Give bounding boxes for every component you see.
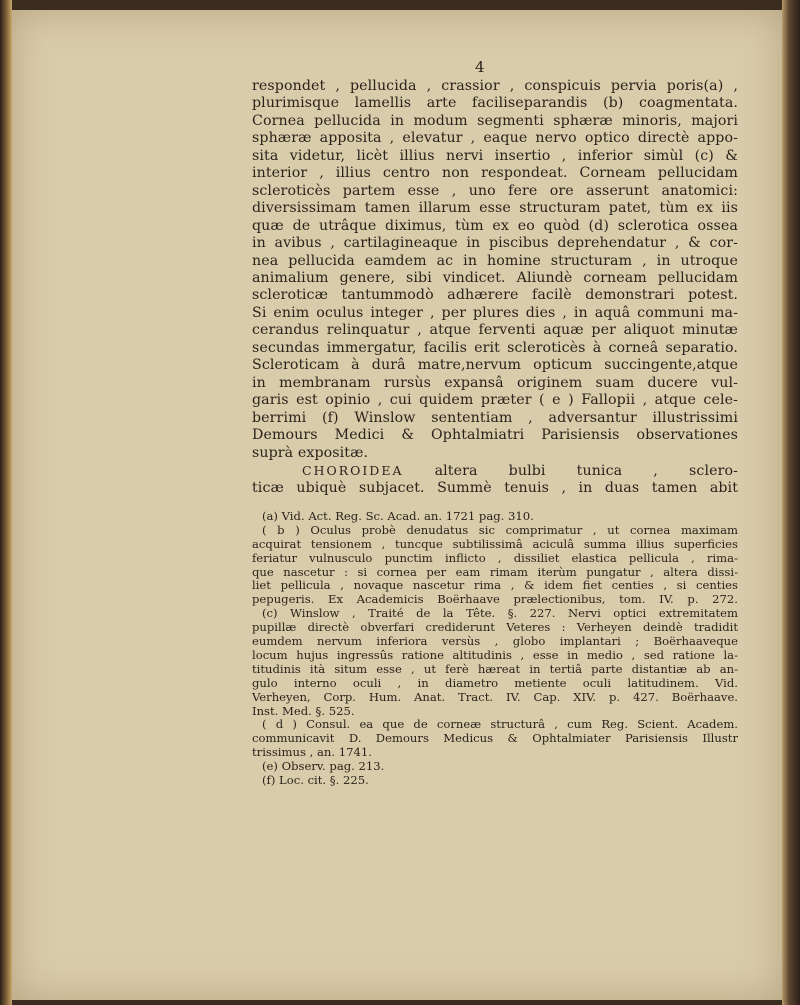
body-line: sita videtur, licèt illius nervi insertio , inferior simùl (c) & xyxy=(252,147,738,164)
footnote-line: (c) Winslow , Traité de la Tête. §. 227. Nervi optici extremitatem xyxy=(262,607,738,621)
body-line: garis est opinio , cui quidem præter ( e ) Fallopii , atque cele- xyxy=(252,392,738,409)
body-line: secundas immergatur, facilis erit scleroticès à corneâ separatio. xyxy=(252,339,738,356)
footnote-line: acquirat tensionem , tuncque subtilissimâ aciculâ summa illius superficies xyxy=(252,537,738,551)
footnote-line: pepugeris. Ex Academicis Boërhaave prælectionibus, tom. IV. p. 272. xyxy=(252,593,738,607)
choroidea-word: CHOROIDEA xyxy=(302,462,404,478)
body-line: in membranam rursùs expansâ originem suam ducere vul- xyxy=(252,374,738,391)
body-line: berrimi (f) Winslow sententiam , adversantur illustrissimi xyxy=(252,409,738,426)
body-line: cerandus relinquatur , atque ferventi aquæ per aliquot minutæ xyxy=(252,322,738,339)
footnotes xyxy=(252,510,738,788)
footnote-line: titudinis ità situm esse , ut ferè hæreat in tertiâ parte distantiæ ab an- xyxy=(252,662,738,676)
body-line: sphæræ apposita , elevatur , eaque nervo optico directè appo- xyxy=(252,130,738,147)
body-line: suprà expositæ. xyxy=(252,444,369,461)
body-line: quæ de utrâque diximus, tùm ex eo quòd (d) sclerotica ossea xyxy=(252,217,738,234)
book-page-edge-right xyxy=(782,0,800,1005)
footnote-line: (e) Observ. pag. 213. xyxy=(262,760,385,774)
footnote-line: feriatur vulnusculo punctim inflicto , dissiliet elastica pellicula , rima- xyxy=(252,551,738,565)
body-line: Scleroticam à durâ matre,nervum opticum succingente,atque xyxy=(252,357,738,374)
body-line: animalium genere, sibi vindicet. Aliundè corneam pellucidam xyxy=(252,269,738,286)
body-line: diversissimam tamen illarum esse structuram patet, tùm ex iis xyxy=(252,200,738,217)
footnote-line: (a) Vid. Act. Reg. Sc. Acad. an. 1721 pag. 310. xyxy=(262,509,534,523)
body-line: Cornea pellucida in modum segmenti sphæræ minoris, majori xyxy=(252,112,738,129)
footnote-line: pupillæ directè obverfari crediderunt Veteres : Verheyen deindè tradidit xyxy=(252,621,738,635)
book-binding-left xyxy=(0,0,12,1005)
body-line: in avibus , cartilagineaque in piscibus deprehendatur , & cor- xyxy=(252,235,738,252)
footnote-line: locum hujus ingressûs ratione altitudinis , esse in medio , sed ratione la- xyxy=(252,648,738,662)
footnote-line: ( b ) Oculus probè denudatus sic comprimatur , ut cornea maximam xyxy=(262,523,738,537)
main-text xyxy=(252,78,738,788)
footnote-line: que nascetur : si cornea per eam rimam iterùm pungatur , altera dissi- xyxy=(252,565,738,579)
footnote-line: communicavit D. Demours Medicus & Ophtalmiater Parisiensis Illustr xyxy=(252,732,738,746)
body-line: scleroticès partem esse , uno fere ore asserunt anatomici: xyxy=(252,182,738,199)
body-line: ticæ ubiquè subjacet. Summè tenuis , in duas tamen abit xyxy=(252,480,738,497)
body-line: respondet , pellucida , crassior , conspicuis pervia poris(a) , xyxy=(252,78,738,94)
choroidea-line-rest: altera bulbi tunica , sclero- xyxy=(434,462,738,479)
choroidea-paragraph-start xyxy=(252,462,738,480)
body-line: nea pellucida eamdem ac in homine structuram , in utroque xyxy=(252,252,738,269)
body-line: plurimisque lamellis arte faciliseparandis (b) coagmentata. xyxy=(252,95,738,112)
footnote-line: Inst. Med. §. 525. xyxy=(252,704,355,718)
page-number: 4 xyxy=(475,58,485,76)
footnote-line: liet pellicula , novaque nascetur rima , & idem fiet centies , si centies xyxy=(252,579,738,593)
body-line: Demours Medici & Ophtalmiatri Parisiensis observationes xyxy=(252,427,738,444)
footnote-line: Verheyen, Corp. Hum. Anat. Tract. IV. Cap. XIV. p. 427. Boërhaave. xyxy=(252,690,738,704)
body-line: interior , illius centro non respondeat. Corneam pellucidam xyxy=(252,165,738,182)
footnote-line: trissimus , an. 1741. xyxy=(252,746,372,760)
footnote-line: eumdem nervum inferiora versùs , globo implantari ; Boërhaaveque xyxy=(252,635,738,649)
footnote-line: (f) Loc. cit. §. 225. xyxy=(262,774,369,788)
footnote-line: gulo interno oculi , in diametro metiente oculi latitudinem. Vid. xyxy=(252,676,738,690)
footnote-line: ( d ) Consul. ea que de corneæ structurâ , cum Reg. Scient. Academ. xyxy=(262,718,738,732)
body-line: Si enim oculus integer , per plures dies , in aquâ communi ma- xyxy=(252,304,738,321)
body-line: scleroticæ tantummodò adhærere facilè demonstrari potest. xyxy=(252,287,738,304)
